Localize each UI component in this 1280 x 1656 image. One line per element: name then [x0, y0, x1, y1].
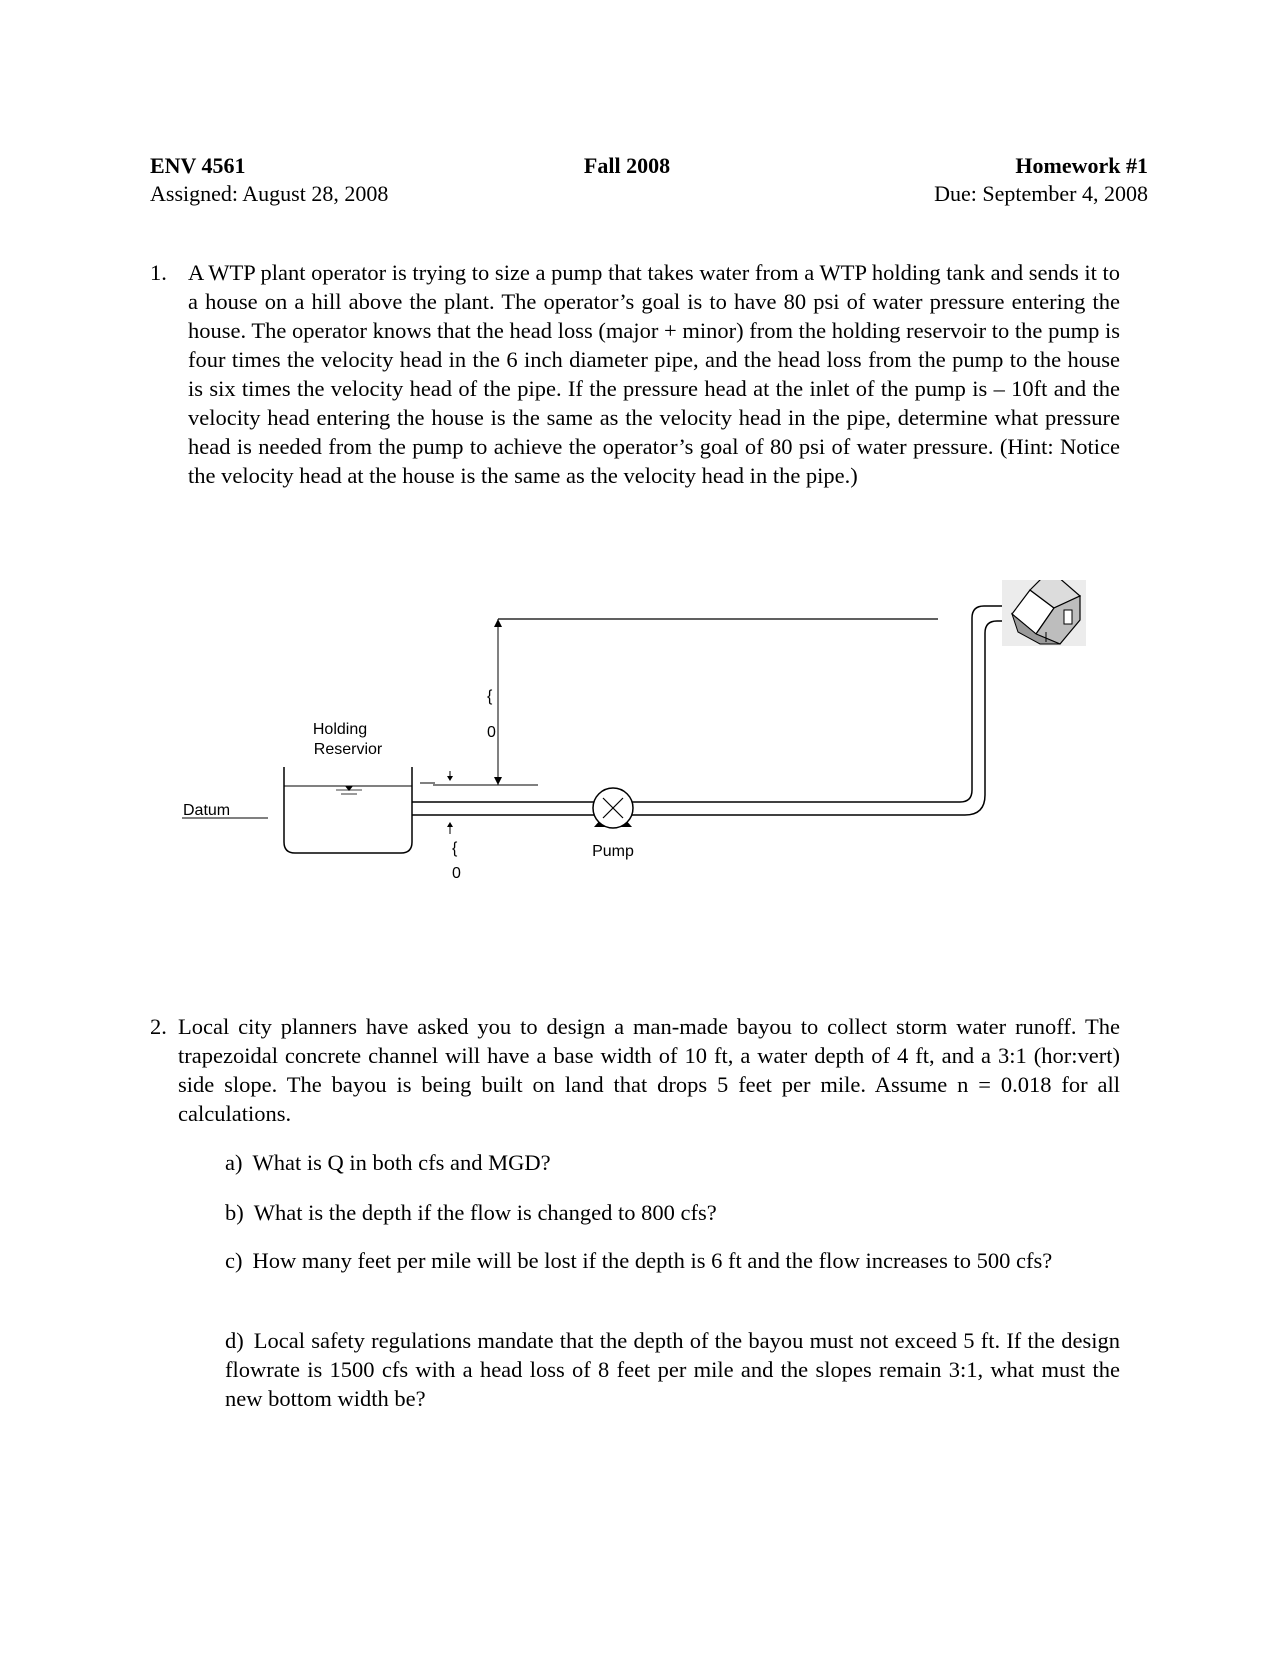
question-2-part-a: [225, 1148, 1120, 1177]
part-text: What is the depth if the flow is changed to 800 cfs?: [253, 1200, 717, 1225]
question-2-number: 2.: [150, 1014, 167, 1039]
homework-title: Homework #1: [1015, 153, 1148, 178]
reservoir-label-line-2: Reservior: [313, 741, 383, 758]
pump-icon: [593, 788, 633, 828]
question-1-text: A WTP plant operator is trying to size a pump that takes water from a WTP holding tank and sends it to a house on a hill above the plant. The operator’s goal is to have 80 psi of water pressure entering the house. The operator knows that the head loss (major + minor) from the holding reservoir to the pump is four times the velocity head in the 6 inch diameter pipe, and the head loss from the pump to the house is six times the velocity head of the pipe. If the pressure head at the inlet of the pump is – 10ft and the velocity head entering the house is the same as the velocity head in the pipe, determine what pressure head is needed from the pump to achieve the operator’s goal of 80 psi of water pressure. (Hint: Notice the velocity head at the house is the same as the velocity head in the pipe.): [188, 260, 1120, 488]
part-label: c): [225, 1248, 243, 1273]
course-code: ENV 4561: [150, 153, 246, 178]
question-1: [150, 258, 1120, 490]
datum-label: Datum: [183, 802, 231, 819]
pump-system-diagram: [180, 580, 1120, 940]
upper-dimension-arrow-top: [494, 619, 502, 627]
part-text: How many feet per mile will be lost if the depth is 6 ft and the flow increases to 500 cfs?: [252, 1248, 1053, 1273]
part-text: Local safety regulations mandate that the depth of the bayou must not exceed 5 ft. If the design flowrate is 1500 cfs with a head loss of 8 feet per mile and the slopes remain 3:1, what must the new bottom width be?: [225, 1328, 1120, 1411]
upper-dimension-arrow-bottom: [494, 777, 502, 785]
holding-reservoir: [284, 767, 412, 853]
lower-dimension-arrow-bottom: [447, 822, 453, 827]
term: Fall 2008: [583, 153, 671, 178]
upper-dimension-glyph-2: 0: [487, 724, 496, 741]
lower-dimension-arrow-top: [447, 776, 453, 781]
question-2-part-b: [225, 1198, 1120, 1227]
question-1-number: 1.: [150, 260, 167, 285]
question-2-part-d: [225, 1326, 1120, 1413]
house-icon: [1002, 580, 1086, 646]
assigned-date: Assigned: August 28, 2008: [150, 181, 389, 206]
part-text: What is Q in both cfs and MGD?: [252, 1150, 551, 1175]
part-label: b): [225, 1200, 244, 1225]
reservoir-label-line-1: Holding: [312, 721, 368, 738]
lower-dimension-glyph-1: {: [452, 840, 458, 857]
question-2-part-c: [225, 1246, 1120, 1275]
pipe-inner: [412, 621, 1002, 815]
question-2: [150, 1012, 1120, 1128]
pump-label: Pump: [592, 843, 634, 860]
lower-dimension-glyph-2: 0: [452, 865, 461, 882]
upper-dimension-glyph-1: {: [487, 688, 493, 705]
pipe-outer: [412, 606, 1002, 802]
header-right: [934, 152, 1148, 208]
due-date: Due: September 4, 2008: [934, 181, 1148, 206]
part-label: a): [225, 1150, 243, 1175]
part-label: d): [225, 1328, 244, 1353]
question-2-text: Local city planners have asked you to design a man-made bayou to collect storm water runoff. The trapezoidal concrete channel will have a base width of 10 ft, a water depth of 4 ft, and a 3:1 (hor:vert) side slope. The bayou is being built on land that drops 5 feet per mile. Assume n = 0.018 for all calculations.: [178, 1014, 1120, 1126]
